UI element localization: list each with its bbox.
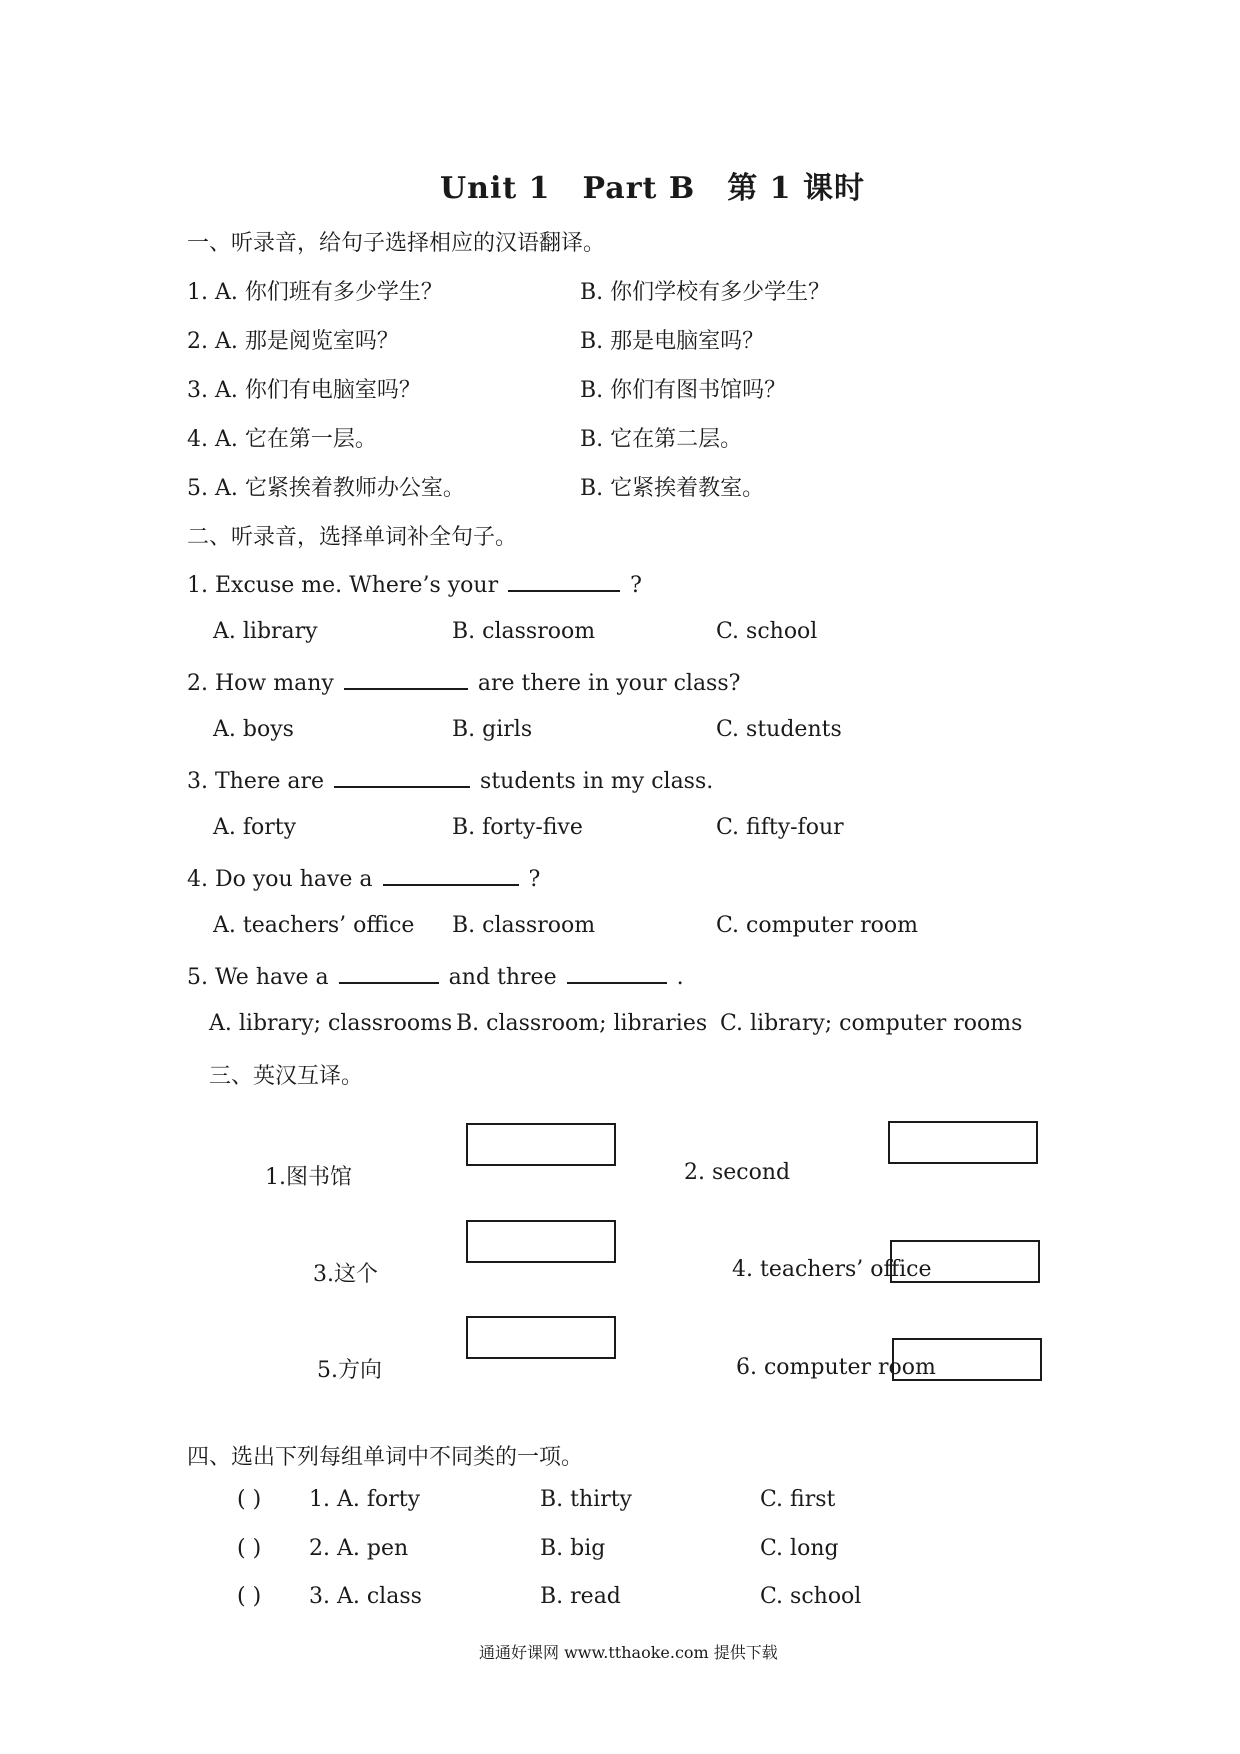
s2-q5-opt-b: B. classroom; libraries [456, 1011, 708, 1036]
title-lesson: 第 1 课时 [727, 171, 865, 206]
s2-q1 [187, 570, 642, 598]
section3-heading: 三、英汉互译。 [209, 1064, 364, 1089]
s2-q5-post: . [676, 965, 684, 990]
s1-item4-a: 4. A. 它在第一层。 [187, 427, 377, 452]
s2-q5-pre: 5. We have a [187, 965, 329, 990]
s3-answer-box-1[interactable] [466, 1123, 616, 1166]
s2-q4-opt-b: B. classroom [452, 913, 596, 938]
s2-q3-opt-b: B. forty-five [452, 815, 583, 840]
s1-item5-b: B. 它紧挨着教室。 [580, 476, 765, 501]
s4-item3-b: B. read [540, 1584, 621, 1609]
s4-item1-c: C. first [760, 1487, 836, 1512]
footer-source: 通通好课网 www.tthaoke.com 提供下载 [479, 1643, 778, 1662]
s1-item3-b: B. 你们有图书馆吗？ [580, 378, 787, 403]
s2-q5-opt-c: C. library; computer rooms [720, 1011, 1023, 1036]
s1-item2-b: B. 那是电脑室吗？ [580, 329, 765, 354]
s1-item5-a: 5. A. 它紧挨着教师办公室。 [187, 476, 465, 501]
s2-q1-opt-c: C. school [716, 619, 818, 644]
s2-q1-opt-a: A. library [213, 619, 318, 644]
s2-q3 [187, 766, 713, 794]
s2-q4-pre: 4. Do you have a [187, 867, 373, 892]
title-part: Part B [582, 171, 696, 206]
s4-item3-paren[interactable]: ( ) [237, 1584, 262, 1609]
section4-heading: 四、选出下列每组单词中不同类的一项。 [187, 1445, 584, 1470]
s4-item1-paren[interactable]: ( ) [237, 1487, 262, 1512]
s4-item2-c: C. long [760, 1536, 839, 1561]
s2-q2-opt-a: A. boys [213, 717, 294, 742]
s2-q3-opt-a: A. forty [213, 815, 297, 840]
section2-heading: 二、听录音，选择单词补全句子。 [187, 525, 518, 550]
s4-item2-paren[interactable]: ( ) [237, 1536, 262, 1561]
s3-answer-box-2[interactable] [888, 1121, 1038, 1164]
s4-item1-a: 1. A. forty [309, 1487, 421, 1512]
s3-item2: 2. second [684, 1160, 791, 1185]
s2-q4-opt-c: C. computer room [716, 913, 918, 938]
s2-q2-post: are there in your class? [477, 671, 741, 696]
s2-q1-post: ? [630, 573, 642, 598]
s3-answer-box-6[interactable] [892, 1338, 1042, 1381]
s2-q5-blank1[interactable] [339, 962, 439, 984]
s2-q3-blank[interactable] [334, 766, 470, 788]
s4-item2-b: B. big [540, 1536, 606, 1561]
s2-q3-pre: 3. There are [187, 769, 325, 794]
s2-q3-opt-c: C. fifty-four [716, 815, 844, 840]
s3-item1: 1.图书馆 [265, 1165, 352, 1190]
s4-item2-a: 2. A. pen [309, 1536, 409, 1561]
s3-answer-box-4[interactable] [890, 1240, 1040, 1283]
s1-item3-a: 3. A. 你们有电脑室吗？ [187, 378, 421, 403]
s2-q4-opt-a: A. teachers’ office [213, 913, 415, 938]
s3-item5: 5.方向 [317, 1358, 382, 1383]
s3-item3: 3.这个 [313, 1262, 378, 1287]
s1-item1-a: 1. A. 你们班有多少学生？ [187, 280, 443, 305]
s2-q1-opt-b: B. classroom [452, 619, 596, 644]
s2-q1-pre: 1. Excuse me. Where’s your [187, 573, 499, 598]
s2-q5-opt-a: A. library; classrooms [209, 1011, 453, 1036]
s2-q1-blank[interactable] [508, 570, 620, 592]
s3-answer-box-5[interactable] [466, 1316, 616, 1359]
s4-item3-c: C. school [760, 1584, 862, 1609]
s2-q2-opt-b: B. girls [452, 717, 533, 742]
s2-q2-opt-c: C. students [716, 717, 842, 742]
s2-q4-post: ? [528, 867, 541, 892]
s2-q4 [187, 864, 540, 892]
page-title [440, 163, 881, 207]
s1-item2-a: 2. A. 那是阅览室吗？ [187, 329, 399, 354]
s2-q2 [187, 668, 740, 696]
s2-q5-blank2[interactable] [567, 962, 667, 984]
s2-q2-pre: 2. How many [187, 671, 334, 696]
s3-answer-box-3[interactable] [466, 1220, 616, 1263]
s2-q5 [187, 962, 684, 990]
section1-heading: 一、听录音，给句子选择相应的汉语翻译。 [187, 231, 606, 256]
s1-item4-b: B. 它在第二层。 [580, 427, 743, 452]
s4-item3-a: 3. A. class [309, 1584, 422, 1609]
s3-item4: 4. teachers’ office [732, 1257, 932, 1282]
title-unit: Unit 1 [440, 171, 551, 206]
s2-q2-blank[interactable] [344, 668, 468, 690]
s2-q3-post: students in my class. [480, 769, 714, 794]
s1-item1-b: B. 你们学校有多少学生？ [580, 280, 831, 305]
s4-item1-b: B. thirty [540, 1487, 632, 1512]
s2-q4-blank[interactable] [383, 864, 519, 886]
s2-q5-mid: and three [448, 965, 557, 990]
s3-item6: 6. computer room [736, 1355, 936, 1380]
